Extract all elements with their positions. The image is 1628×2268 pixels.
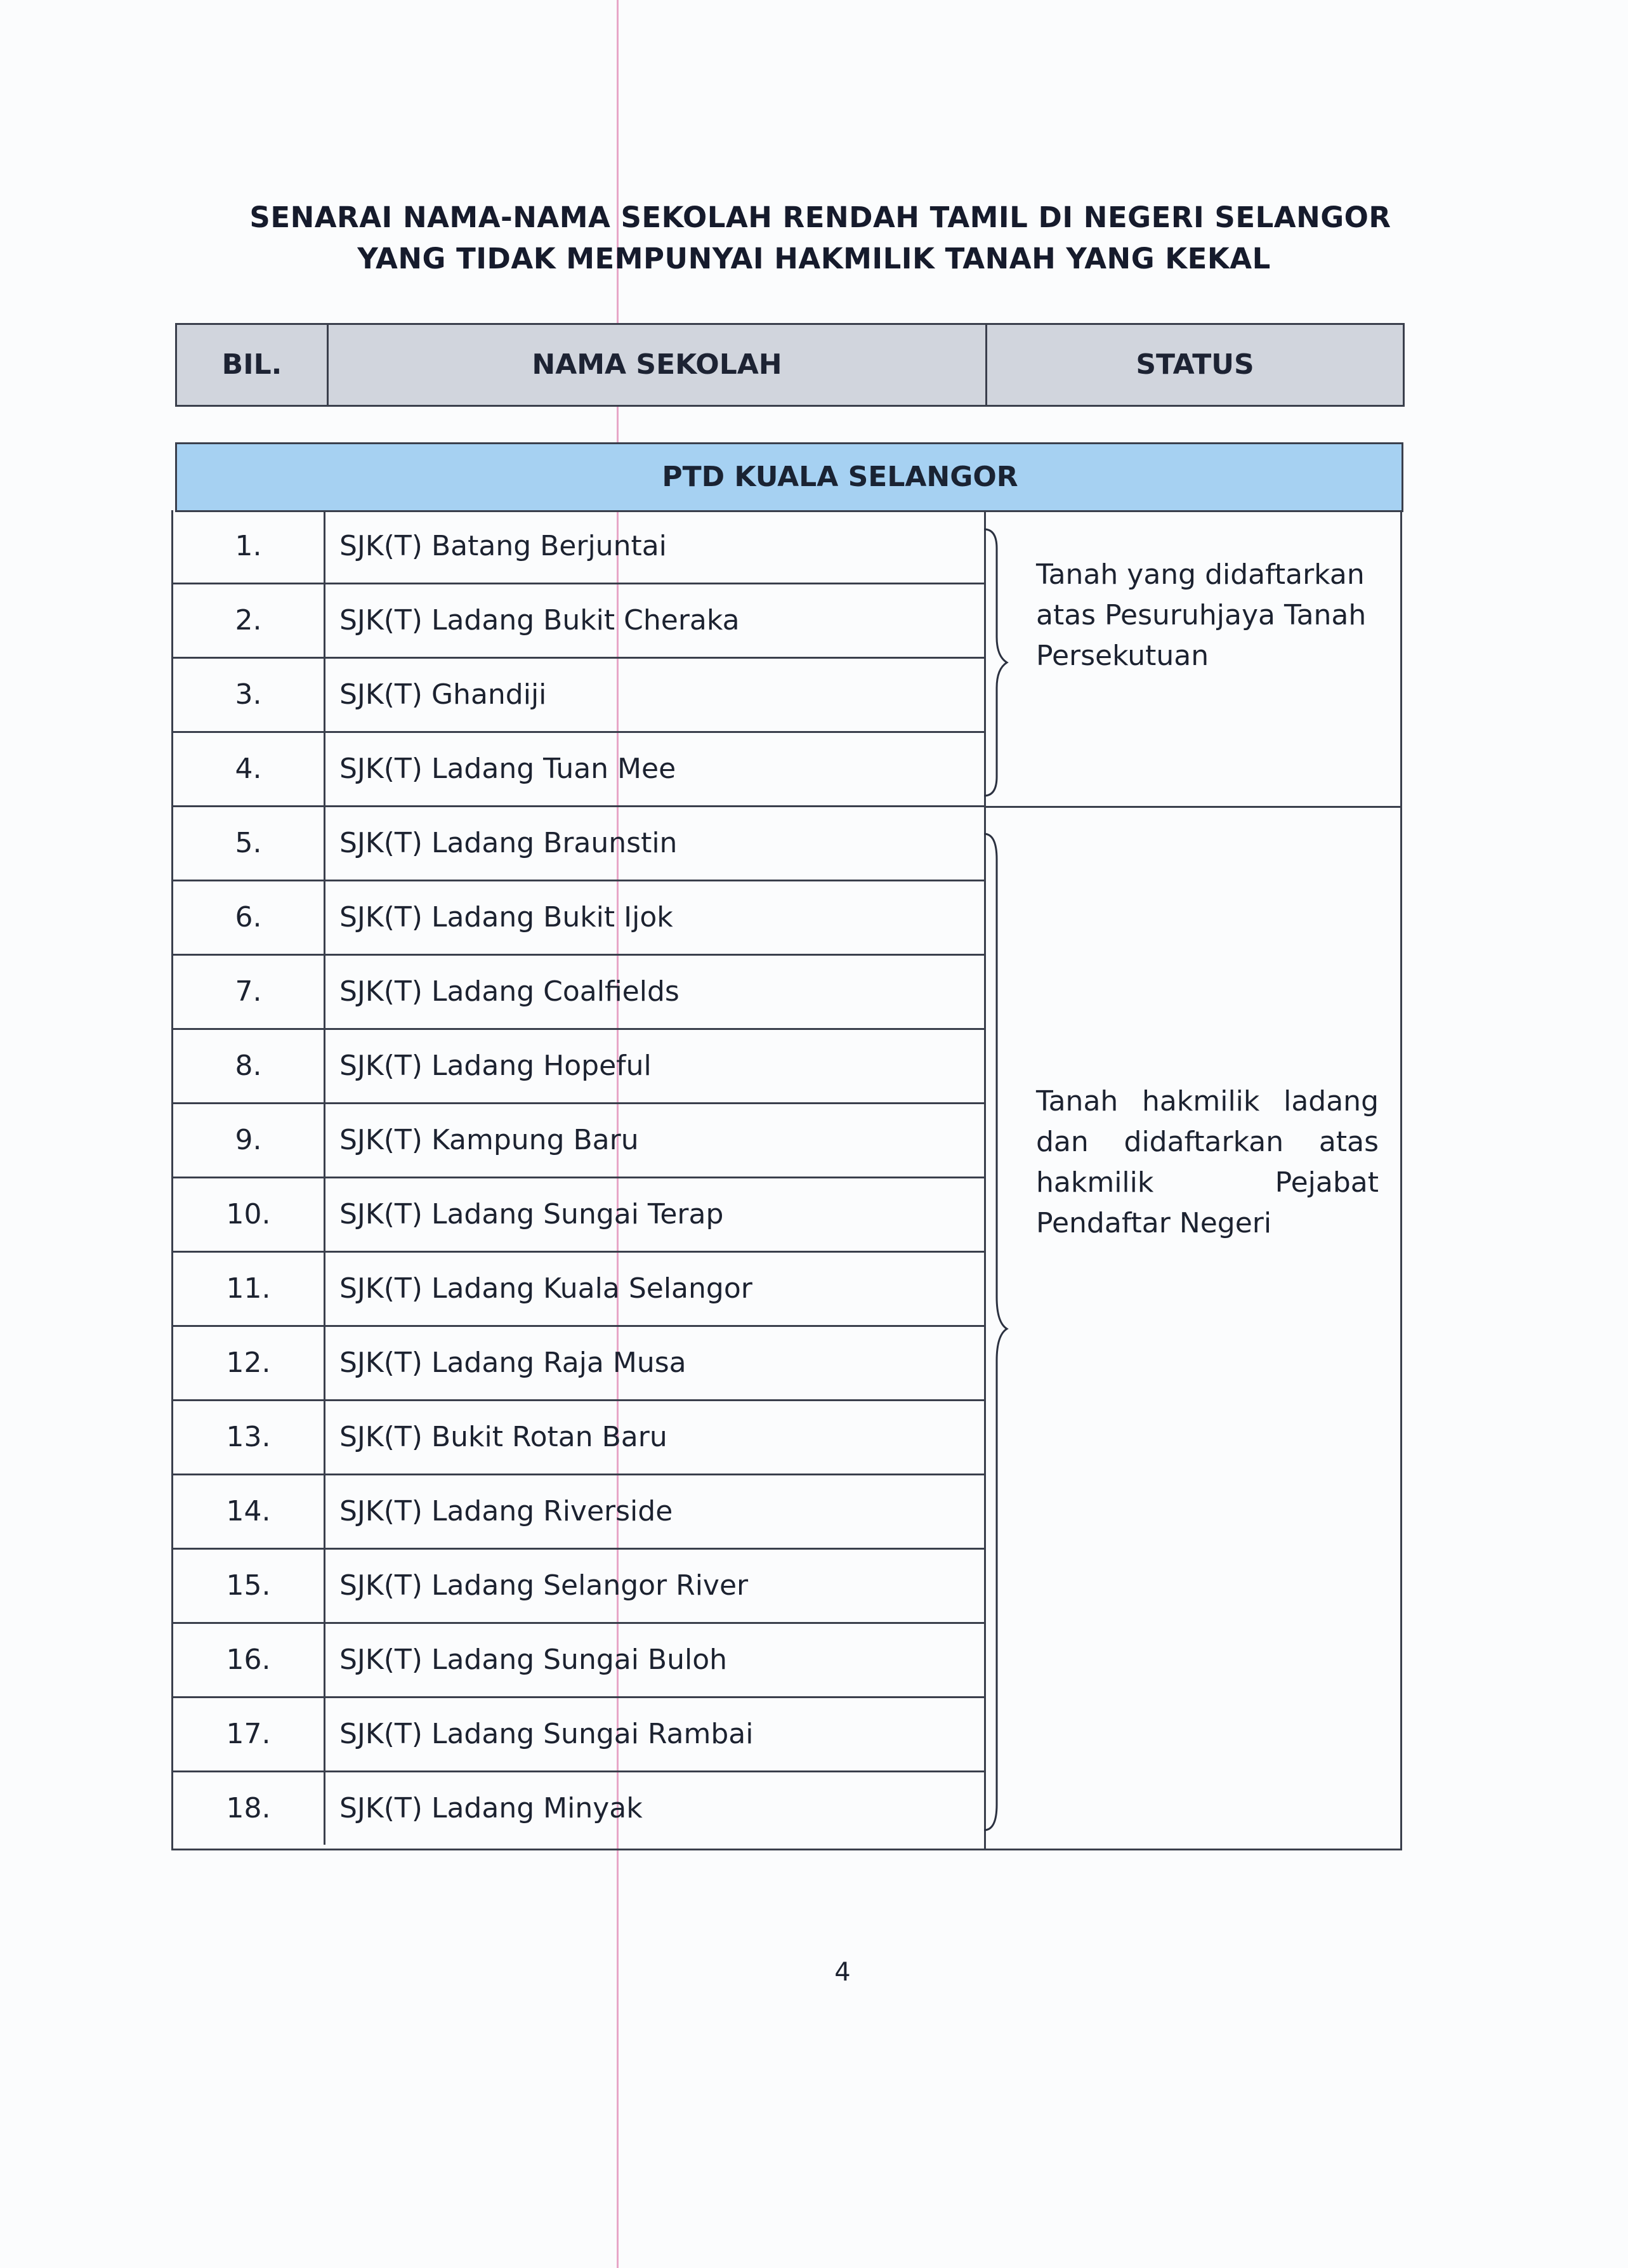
- row-number: 8.: [173, 1030, 325, 1102]
- school-name: SJK(T) Bukit Rotan Baru: [339, 1421, 667, 1453]
- row-number: 10.: [173, 1178, 325, 1251]
- table-row: [173, 1178, 985, 1253]
- status-group-2-brace: [979, 827, 1017, 1836]
- page-number: 4: [834, 1958, 851, 1987]
- status-group-divider: [986, 806, 1400, 808]
- status-group-2-text: Tanah hakmilik ladang dan didaftarkan atas hakmilik Pejabat Pendaftar Negeri: [1036, 1085, 1379, 1239]
- school-name: SJK(T) Kampung Baru: [339, 1124, 639, 1156]
- school-name: SJK(T) Ladang Selangor River: [339, 1569, 749, 1602]
- row-number: 11.: [173, 1253, 325, 1325]
- school-name: SJK(T) Ladang Bukit Ijok: [339, 901, 673, 933]
- document-title-line-2: YANG TIDAK MEMPUNYAI HAKMILIK TANAH YANG KEKAL: [357, 242, 1271, 275]
- school-name: SJK(T) Ladang Tuan Mee: [339, 753, 676, 785]
- table-row: [173, 1624, 985, 1698]
- table-row: [173, 1253, 985, 1327]
- row-number: 9.: [173, 1104, 325, 1177]
- row-number: 7.: [173, 956, 325, 1028]
- table-row: [173, 659, 985, 733]
- table-row: [173, 807, 985, 881]
- status-group-1-brace: [979, 523, 1017, 802]
- row-number: 2.: [173, 584, 325, 657]
- school-name: SJK(T) Ladang Braunstin: [339, 827, 678, 859]
- section-title: PTD KUALA SELANGOR: [662, 461, 1018, 493]
- table-row: [173, 733, 985, 807]
- table-row: [173, 1401, 985, 1475]
- row-number: 17.: [173, 1698, 325, 1770]
- table-row: [173, 1475, 985, 1550]
- column-header-bil: BIL.: [177, 325, 329, 405]
- row-number: 5.: [173, 807, 325, 880]
- status-group-1-text: Tanah yang didaftarkan atas Pesuruhjaya Tanah Persekutuan: [1036, 558, 1367, 672]
- table-row: [173, 956, 985, 1030]
- school-name: SJK(T) Ladang Sungai Buloh: [339, 1644, 728, 1676]
- row-number: 14.: [173, 1475, 325, 1548]
- school-name: SJK(T) Ladang Riverside: [339, 1495, 673, 1527]
- table-row: [173, 1698, 985, 1772]
- row-number: 6.: [173, 881, 325, 954]
- column-header-nama-sekolah: NAMA SEKOLAH: [329, 325, 987, 405]
- school-name: SJK(T) Batang Berjuntai: [339, 530, 667, 562]
- table-row: [173, 881, 985, 956]
- table-row: [173, 1327, 985, 1401]
- row-number: 18.: [173, 1772, 325, 1845]
- row-number: 3.: [173, 659, 325, 731]
- column-header-status: STATUS: [1136, 348, 1254, 381]
- table-row: [173, 1030, 985, 1104]
- row-number: 4.: [173, 733, 325, 805]
- school-name: SJK(T) Ghandiji: [339, 678, 547, 711]
- school-name: SJK(T) Ladang Kuala Selangor: [339, 1272, 752, 1305]
- section-bar: [175, 442, 1403, 512]
- table-header: [175, 323, 1405, 407]
- school-name: SJK(T) Ladang Sungai Terap: [339, 1198, 724, 1230]
- school-name: SJK(T) Ladang Minyak: [339, 1792, 643, 1824]
- table-row: [173, 1772, 985, 1847]
- row-number: 15.: [173, 1550, 325, 1622]
- row-number: 1.: [173, 510, 325, 583]
- table-row: [173, 584, 985, 659]
- table-row: [173, 1550, 985, 1624]
- row-number: 13.: [173, 1401, 325, 1474]
- school-name: SJK(T) Ladang Bukit Cheraka: [339, 604, 740, 636]
- school-name: SJK(T) Ladang Sungai Rambai: [339, 1718, 754, 1750]
- table-row: [173, 1104, 985, 1178]
- row-number: 16.: [173, 1624, 325, 1696]
- school-name: SJK(T) Ladang Hopeful: [339, 1050, 652, 1082]
- school-table: [171, 510, 1402, 1850]
- table-row: [173, 510, 985, 584]
- school-name: SJK(T) Ladang Coalfields: [339, 975, 679, 1008]
- row-number: 12.: [173, 1327, 325, 1399]
- document-title-line-1: SENARAI NAMA-NAMA SEKOLAH RENDAH TAMIL DI NEGERI SELANGOR: [249, 201, 1391, 234]
- school-name: SJK(T) Ladang Raja Musa: [339, 1347, 686, 1379]
